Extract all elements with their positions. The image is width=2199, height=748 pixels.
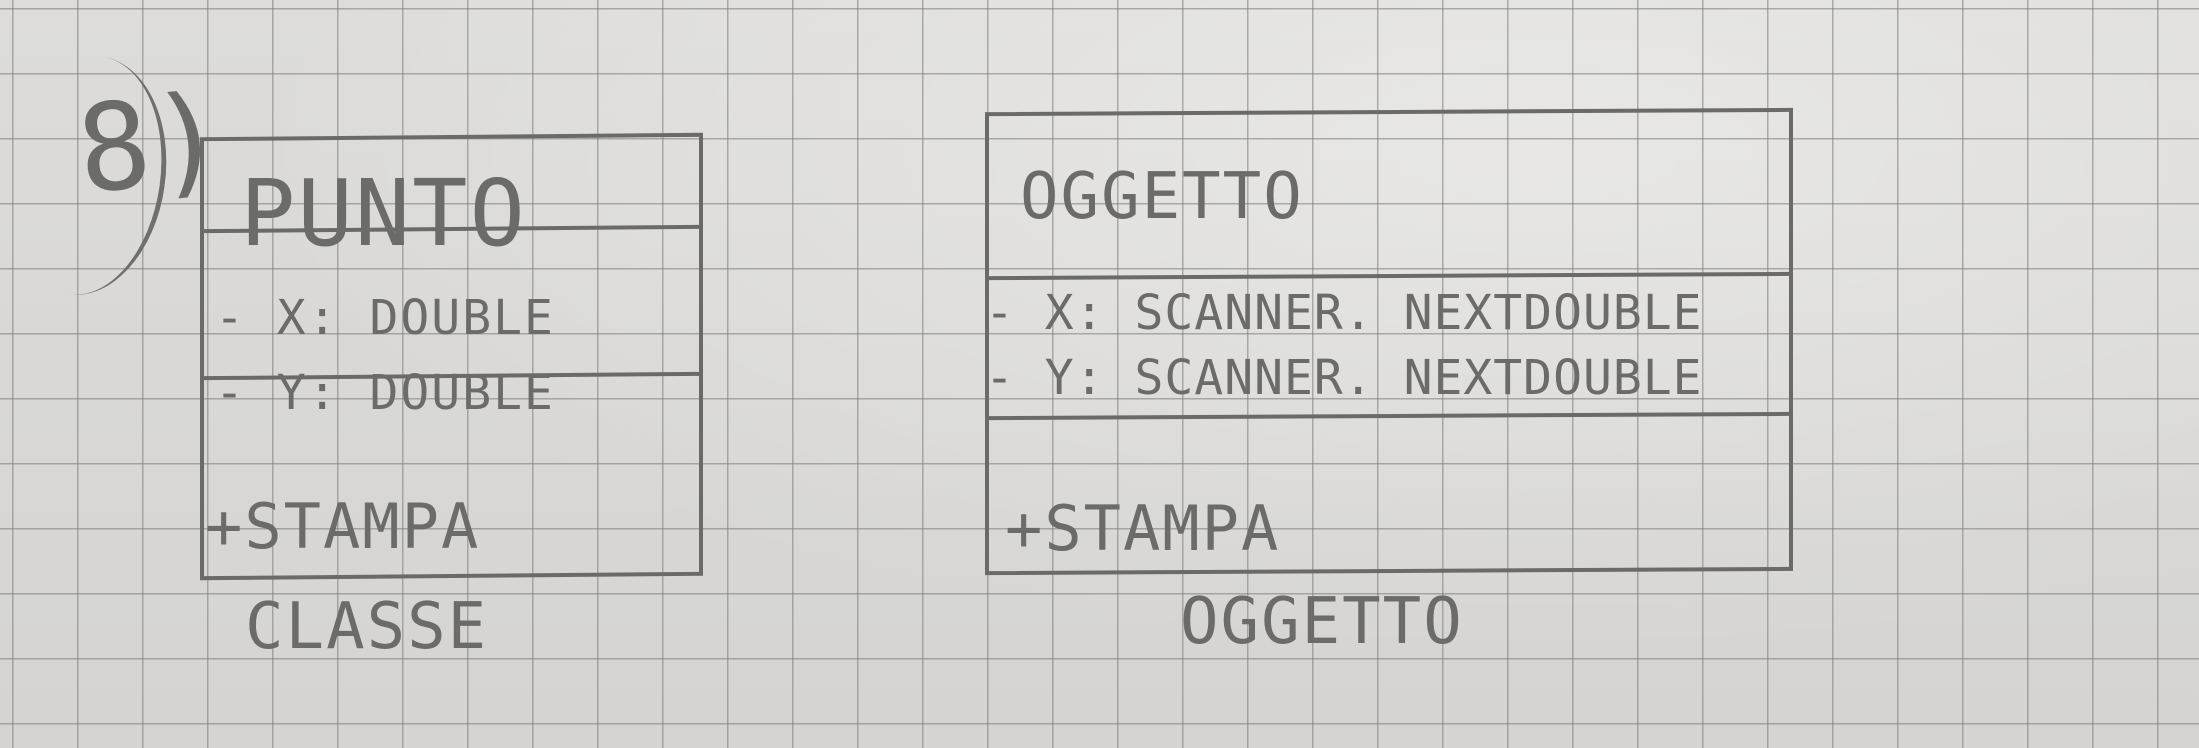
object-attribute-x: - X: SCANNER. NEXTDOUBLE: [985, 285, 1703, 341]
class-attribute-x: - X: DOUBLE: [215, 290, 555, 346]
class-attribute-y: - Y: DOUBLE: [215, 365, 555, 421]
exercise-number: 8): [71, 67, 234, 222]
object-name: OGGETTO: [1020, 160, 1304, 234]
object-method: +STAMPA: [1005, 492, 1281, 565]
class-name: PUNTO: [240, 160, 527, 267]
object-attribute-y: - Y: SCANNER. NEXTDOUBLE: [985, 350, 1703, 406]
object-name-divider: [989, 272, 1789, 280]
object-caption: OGGETTO: [1180, 585, 1464, 659]
object-attributes-divider: [989, 412, 1789, 420]
class-method: +STAMPA: [205, 490, 481, 563]
class-caption: CLASSE: [245, 590, 489, 664]
